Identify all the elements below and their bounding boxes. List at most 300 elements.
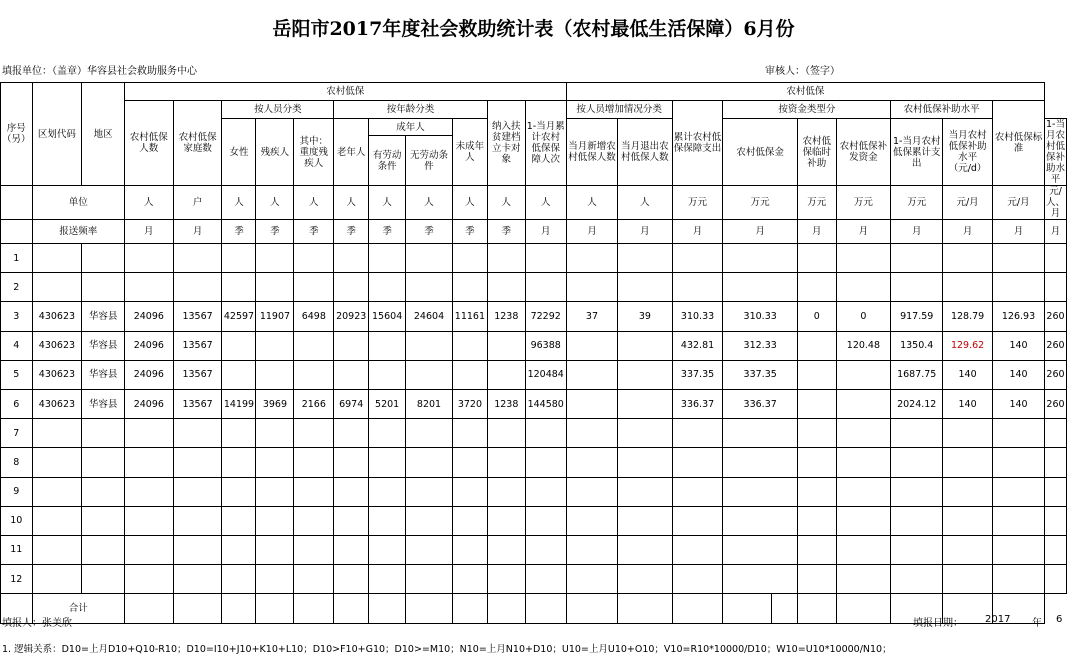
total-cell: [222, 594, 256, 624]
page-title: 岳阳市2017年度社会救助统计表（农村最低生活保障）6月份: [272, 18, 795, 40]
total-cell: [797, 594, 836, 624]
row-area: [82, 477, 125, 506]
row-cell: [256, 506, 294, 535]
freq-cell: 季: [369, 220, 406, 244]
row-cell: [124, 448, 173, 477]
row-cell: [836, 244, 891, 273]
row-cell: [222, 506, 256, 535]
row-cell: [173, 565, 222, 594]
row-cell: [124, 535, 173, 564]
row-seq: 5: [1, 360, 33, 389]
row-cell: [487, 448, 525, 477]
row-cell: [334, 565, 369, 594]
row-cell: [618, 477, 672, 506]
row-cell: 11907: [256, 302, 294, 331]
row-cell: [618, 244, 672, 273]
reviewer-label: 审核人：（签字）: [765, 66, 840, 77]
freq-cell: 月: [566, 220, 618, 244]
row-cell: [406, 535, 453, 564]
unit-cell: 元/人、月: [1046, 186, 1066, 219]
row-code: [32, 244, 82, 273]
freq-cell: 月: [525, 220, 566, 244]
row-cell: [672, 565, 723, 594]
row-cell: [334, 477, 369, 506]
row-cell: [618, 565, 672, 594]
row-cell: [487, 506, 525, 535]
row-cell: [836, 506, 891, 535]
row-code: [32, 477, 82, 506]
row-cell: [294, 535, 334, 564]
total-cell: [369, 594, 406, 624]
row-cell: 1350.4: [891, 331, 943, 360]
row-cell: [452, 477, 487, 506]
row-cell: [173, 535, 222, 564]
row-cell: [943, 506, 993, 535]
row-cell: [452, 244, 487, 273]
row-cell: [723, 419, 797, 448]
row-cell: [222, 565, 256, 594]
unit-cell: 人: [334, 186, 369, 220]
row-cell: 24604: [406, 302, 453, 331]
row-cell: [369, 244, 406, 273]
row-cell: [406, 331, 453, 360]
row-cell: [256, 448, 294, 477]
row-cell: [452, 360, 487, 389]
row-cell: [334, 419, 369, 448]
row-cell: [836, 389, 891, 418]
row-cell: [618, 331, 672, 360]
row-cell: [222, 331, 256, 360]
row-cell: [406, 565, 453, 594]
row-cell: [222, 419, 256, 448]
row-code: [32, 565, 82, 594]
row-cell: [797, 448, 836, 477]
row-cell: [369, 360, 406, 389]
row-cell: [566, 389, 618, 418]
row-code: [32, 273, 82, 302]
row-cell: [256, 331, 294, 360]
row-cell: [173, 419, 222, 448]
unit-cell: 户: [173, 186, 222, 220]
row-cell: 15604: [369, 302, 406, 331]
row-cell: [993, 506, 1045, 535]
row-cell: 140: [943, 360, 993, 389]
group-change-header: 按人员增加情况分类: [566, 101, 672, 119]
row-cell: [836, 419, 891, 448]
freq-cell: 月: [797, 220, 836, 244]
table-row: [1, 477, 1067, 506]
row-cell: [487, 419, 525, 448]
row-area: 华容县: [82, 331, 125, 360]
row-cell: [173, 244, 222, 273]
group-person-type-header: 按人员分类: [222, 101, 334, 119]
row-cell: [487, 360, 525, 389]
total-cell: [566, 594, 618, 624]
row-cell: [797, 360, 836, 389]
total-cell: [406, 594, 453, 624]
logic-note: 1. 逻辑关系：D10=上月D10+Q10-R10；D10=I10+J10+K10+L10；D10>F10+G10；D10>=M10；N10=上月N10+D10；U10=上月U10+O10；V10=R10*10000/D10；W10=U10*10000/N10；: [2, 644, 892, 655]
table-row: [1, 389, 1067, 418]
row-cell: [672, 535, 723, 564]
freq-cell: 季: [222, 220, 256, 244]
row-cell: 126.93: [993, 302, 1045, 331]
row-cell: [222, 477, 256, 506]
row-cell: [294, 477, 334, 506]
row-area: [82, 535, 125, 564]
row-cell: [452, 565, 487, 594]
row-cell: 20923: [334, 302, 369, 331]
freq-cell: 月: [993, 220, 1045, 244]
row-cell: [294, 273, 334, 302]
row-seq: 6: [1, 389, 33, 418]
col-area-header: 地区: [82, 83, 125, 186]
row-cell: [672, 273, 723, 302]
row-cell: [369, 419, 406, 448]
row-cell: [836, 448, 891, 477]
row-cell: [525, 448, 566, 477]
freq-cell: 月: [836, 220, 891, 244]
row-cell: [124, 419, 173, 448]
col-standard-header: 农村低保标准: [993, 101, 1045, 186]
row-cell: 6498: [294, 302, 334, 331]
row-cell: 260: [1045, 389, 1067, 418]
freq-cell: 月: [618, 220, 672, 244]
row-cell: 432.81: [672, 331, 723, 360]
row-cell: [294, 448, 334, 477]
col-temp-subsidy-header: 农村低保临时补助: [797, 119, 836, 186]
row-cell: [891, 419, 943, 448]
row-cell: [891, 477, 943, 506]
row-cell: [369, 331, 406, 360]
row-cell: [672, 506, 723, 535]
row-cell: [1045, 273, 1067, 302]
row-seq: 9: [1, 477, 33, 506]
row-cell: 260: [1045, 331, 1067, 360]
row-cell: [943, 448, 993, 477]
row-cell: [452, 448, 487, 477]
row-cell: [993, 535, 1045, 564]
row-cell: [369, 448, 406, 477]
row-cell: 37: [566, 302, 618, 331]
total-row: [1, 594, 1067, 624]
row-cell: [618, 506, 672, 535]
row-cell: [124, 477, 173, 506]
row-cell: [487, 535, 525, 564]
row-cell: [797, 565, 836, 594]
freq-cell: 季: [406, 220, 453, 244]
row-cell: [406, 506, 453, 535]
row-cell: 24096: [124, 389, 173, 418]
filler-name: 填报人：张美欣: [2, 618, 72, 629]
row-seq: 2: [1, 273, 33, 302]
total-cell: [294, 594, 334, 624]
row-cell: 140: [993, 389, 1045, 418]
row-cell: [452, 331, 487, 360]
unit-cell: 人: [525, 186, 566, 220]
freq-cell: 月: [173, 220, 222, 244]
row-cell: 336.37: [723, 389, 797, 418]
row-cell: [797, 477, 836, 506]
row-cell: 14199: [222, 389, 256, 418]
row-cell: [525, 535, 566, 564]
row-cell: [173, 448, 222, 477]
row-cell: [487, 273, 525, 302]
row-cell: [672, 448, 723, 477]
date-month: 6: [1056, 614, 1063, 625]
row-cell: [525, 565, 566, 594]
row-cell: 128.79: [943, 302, 993, 331]
row-cell: [124, 244, 173, 273]
row-cell: [836, 565, 891, 594]
col-cumulative-expense-header: 累计农村低保保障支出: [672, 101, 723, 186]
row-cell: [222, 535, 256, 564]
row-cell: [222, 360, 256, 389]
unit-cell: 万元: [723, 186, 797, 220]
row-seq: 3: [1, 302, 33, 331]
group-rural-header: 农村低保: [124, 83, 566, 101]
row-cell: [672, 244, 723, 273]
row-code: [32, 448, 82, 477]
row-seq: 11: [1, 535, 33, 564]
col-exited-header: 当月退出农村低保人数: [618, 119, 672, 186]
total-label: 合计: [32, 594, 124, 624]
freq-cell: 月: [723, 220, 797, 244]
row-cell: [334, 506, 369, 535]
row-cell: [943, 535, 993, 564]
row-cell: 13567: [173, 360, 222, 389]
col-rural-fund-header: 农村低保金: [723, 119, 797, 186]
row-cell: [566, 535, 618, 564]
row-seq: 12: [1, 565, 33, 594]
row-cell: 917.59: [891, 302, 943, 331]
row-seq: 1: [1, 244, 33, 273]
row-cell: [618, 389, 672, 418]
row-cell: [369, 273, 406, 302]
row-cell: [723, 273, 797, 302]
row-cell: 310.33: [672, 302, 723, 331]
row-cell: [334, 273, 369, 302]
row-cell: [369, 477, 406, 506]
col-severe-disabled-header: 其中：重度残疾人: [294, 119, 334, 186]
table-row: [1, 506, 1067, 535]
freq-cell: 月: [672, 220, 723, 244]
unit-cell: 元/月: [943, 186, 993, 220]
row-cell: [256, 360, 294, 389]
unit-cell: 人: [487, 186, 525, 220]
row-seq: 8: [1, 448, 33, 477]
row-cell: 11161: [452, 302, 487, 331]
row-cell: [797, 273, 836, 302]
row-cell: 260: [1045, 302, 1067, 331]
row-cell: [993, 565, 1045, 594]
col-able-header: 有劳动条件: [369, 136, 406, 186]
row-cell: 2166: [294, 389, 334, 418]
col-elderly-header: 老年人: [334, 119, 369, 186]
row-cell: [334, 360, 369, 389]
row-cell: 3969: [256, 389, 294, 418]
row-cell: 24096: [124, 331, 173, 360]
row-code: [32, 506, 82, 535]
row-cell: [173, 506, 222, 535]
unit-cell: 人: [222, 186, 256, 220]
row-cell: 310.33: [723, 302, 797, 331]
row-cell: [487, 244, 525, 273]
row-cell: [124, 506, 173, 535]
freq-cell: 季: [294, 220, 334, 244]
row-cell: [797, 389, 836, 418]
row-cell: [993, 244, 1045, 273]
row-area: [82, 565, 125, 594]
row-area: 华容县: [82, 389, 125, 418]
row-cell: [797, 331, 836, 360]
row-cell: [173, 477, 222, 506]
unit-cell: 人: [452, 186, 487, 220]
row-cell: [406, 273, 453, 302]
row-cell: [566, 565, 618, 594]
row-cell: [1045, 535, 1067, 564]
col-reissue-header: 农村低保补发资金: [836, 119, 891, 186]
total-cell: [672, 594, 723, 624]
unit-cell: 万元: [672, 186, 723, 220]
total-cell: [487, 594, 525, 624]
row-cell: [891, 244, 943, 273]
row-cell: [487, 331, 525, 360]
row-cell: [294, 331, 334, 360]
row-code: 430623: [32, 302, 82, 331]
row-cell: [452, 506, 487, 535]
unit-cell: 人: [294, 186, 334, 220]
row-cell: [256, 565, 294, 594]
row-cell: [993, 273, 1045, 302]
freq-cell: 月: [943, 220, 993, 244]
row-cell: [891, 535, 943, 564]
row-cell: 24096: [124, 360, 173, 389]
row-cell: [836, 477, 891, 506]
row-cell: [797, 244, 836, 273]
row-cell: [723, 477, 797, 506]
row-cell: [334, 244, 369, 273]
row-cell: [525, 506, 566, 535]
row-cell: [256, 535, 294, 564]
row-cell: [369, 565, 406, 594]
row-cell: [406, 360, 453, 389]
row-cell: 96388: [525, 331, 566, 360]
row-cell: [943, 419, 993, 448]
freq-cell: 月: [1045, 220, 1067, 244]
row-cell: [124, 273, 173, 302]
row-code: 430623: [32, 331, 82, 360]
unit-cell: 人: [124, 186, 173, 220]
row-cell: 129.62: [943, 331, 993, 360]
row-cell: [1045, 565, 1067, 594]
row-cell: [173, 273, 222, 302]
row-cell: [222, 448, 256, 477]
freq-cell: 季: [452, 220, 487, 244]
row-cell: [1045, 448, 1067, 477]
row-cell: 140: [943, 389, 993, 418]
row-area: 华容县: [82, 360, 125, 389]
row-cell: [566, 448, 618, 477]
row-cell: [256, 477, 294, 506]
row-cell: [723, 565, 797, 594]
total-cell: [173, 594, 222, 624]
row-cell: 140: [993, 360, 1045, 389]
row-cell: [797, 535, 836, 564]
row-cell: 39: [618, 302, 672, 331]
col-code-header: 区划代码: [32, 83, 82, 186]
row-cell: 1238: [487, 302, 525, 331]
row-cell: [525, 273, 566, 302]
date-year-unit: 年: [1032, 618, 1042, 629]
row-cell: [525, 477, 566, 506]
freq-cell: 月: [124, 220, 173, 244]
table-row: [1, 565, 1067, 594]
group-rural-header-2: 农村低保: [566, 83, 1044, 101]
row-cell: [672, 419, 723, 448]
row-cell: [566, 273, 618, 302]
row-cell: [566, 506, 618, 535]
row-cell: 2024.12: [891, 389, 943, 418]
row-cell: 144580: [525, 389, 566, 418]
row-cell: [797, 419, 836, 448]
freq-row-label: 报送频率: [32, 220, 124, 244]
row-cell: 13567: [173, 302, 222, 331]
row-cell: [891, 506, 943, 535]
row-cell: [943, 477, 993, 506]
row-cell: [1045, 506, 1067, 535]
total-cell: [772, 594, 798, 624]
col-households-header: 农村低保家庭数: [173, 101, 222, 186]
row-cell: 24096: [124, 302, 173, 331]
row-cell: [406, 244, 453, 273]
total-cell: [452, 594, 487, 624]
row-cell: 0: [836, 302, 891, 331]
row-seq: 7: [1, 419, 33, 448]
unit-cell: 万元: [891, 186, 943, 220]
statistics-table: [0, 82, 1067, 624]
row-cell: [993, 477, 1045, 506]
row-cell: [452, 419, 487, 448]
row-cell: 72292: [525, 302, 566, 331]
row-area: [82, 244, 125, 273]
row-cell: [797, 506, 836, 535]
col-monthly-expense-header: 1-当月农村低保累计支出: [891, 119, 943, 186]
col-poverty-card-header: 纳入扶贫建档立卡对象: [487, 101, 525, 186]
row-cell: [294, 244, 334, 273]
unit-cell: 人: [618, 186, 672, 220]
col-month-subsidy-header: 当月农村低保补助水平（元/d）: [943, 119, 993, 186]
row-code: [32, 535, 82, 564]
row-cell: [836, 360, 891, 389]
row-cell: [566, 244, 618, 273]
unit-row-label: 单位: [32, 186, 124, 220]
date-label: 填报日期：: [913, 618, 963, 629]
row-cell: [566, 419, 618, 448]
row-cell: [891, 273, 943, 302]
unit-cell: 元/月: [993, 186, 1045, 220]
row-cell: [618, 273, 672, 302]
row-cell: 13567: [173, 331, 222, 360]
row-cell: 312.33: [723, 331, 797, 360]
row-code: 430623: [32, 389, 82, 418]
row-cell: [566, 331, 618, 360]
row-cell: [566, 477, 618, 506]
row-code: 430623: [32, 360, 82, 389]
row-cell: [891, 448, 943, 477]
row-cell: 1238: [487, 389, 525, 418]
row-cell: [406, 419, 453, 448]
row-cell: [222, 273, 256, 302]
